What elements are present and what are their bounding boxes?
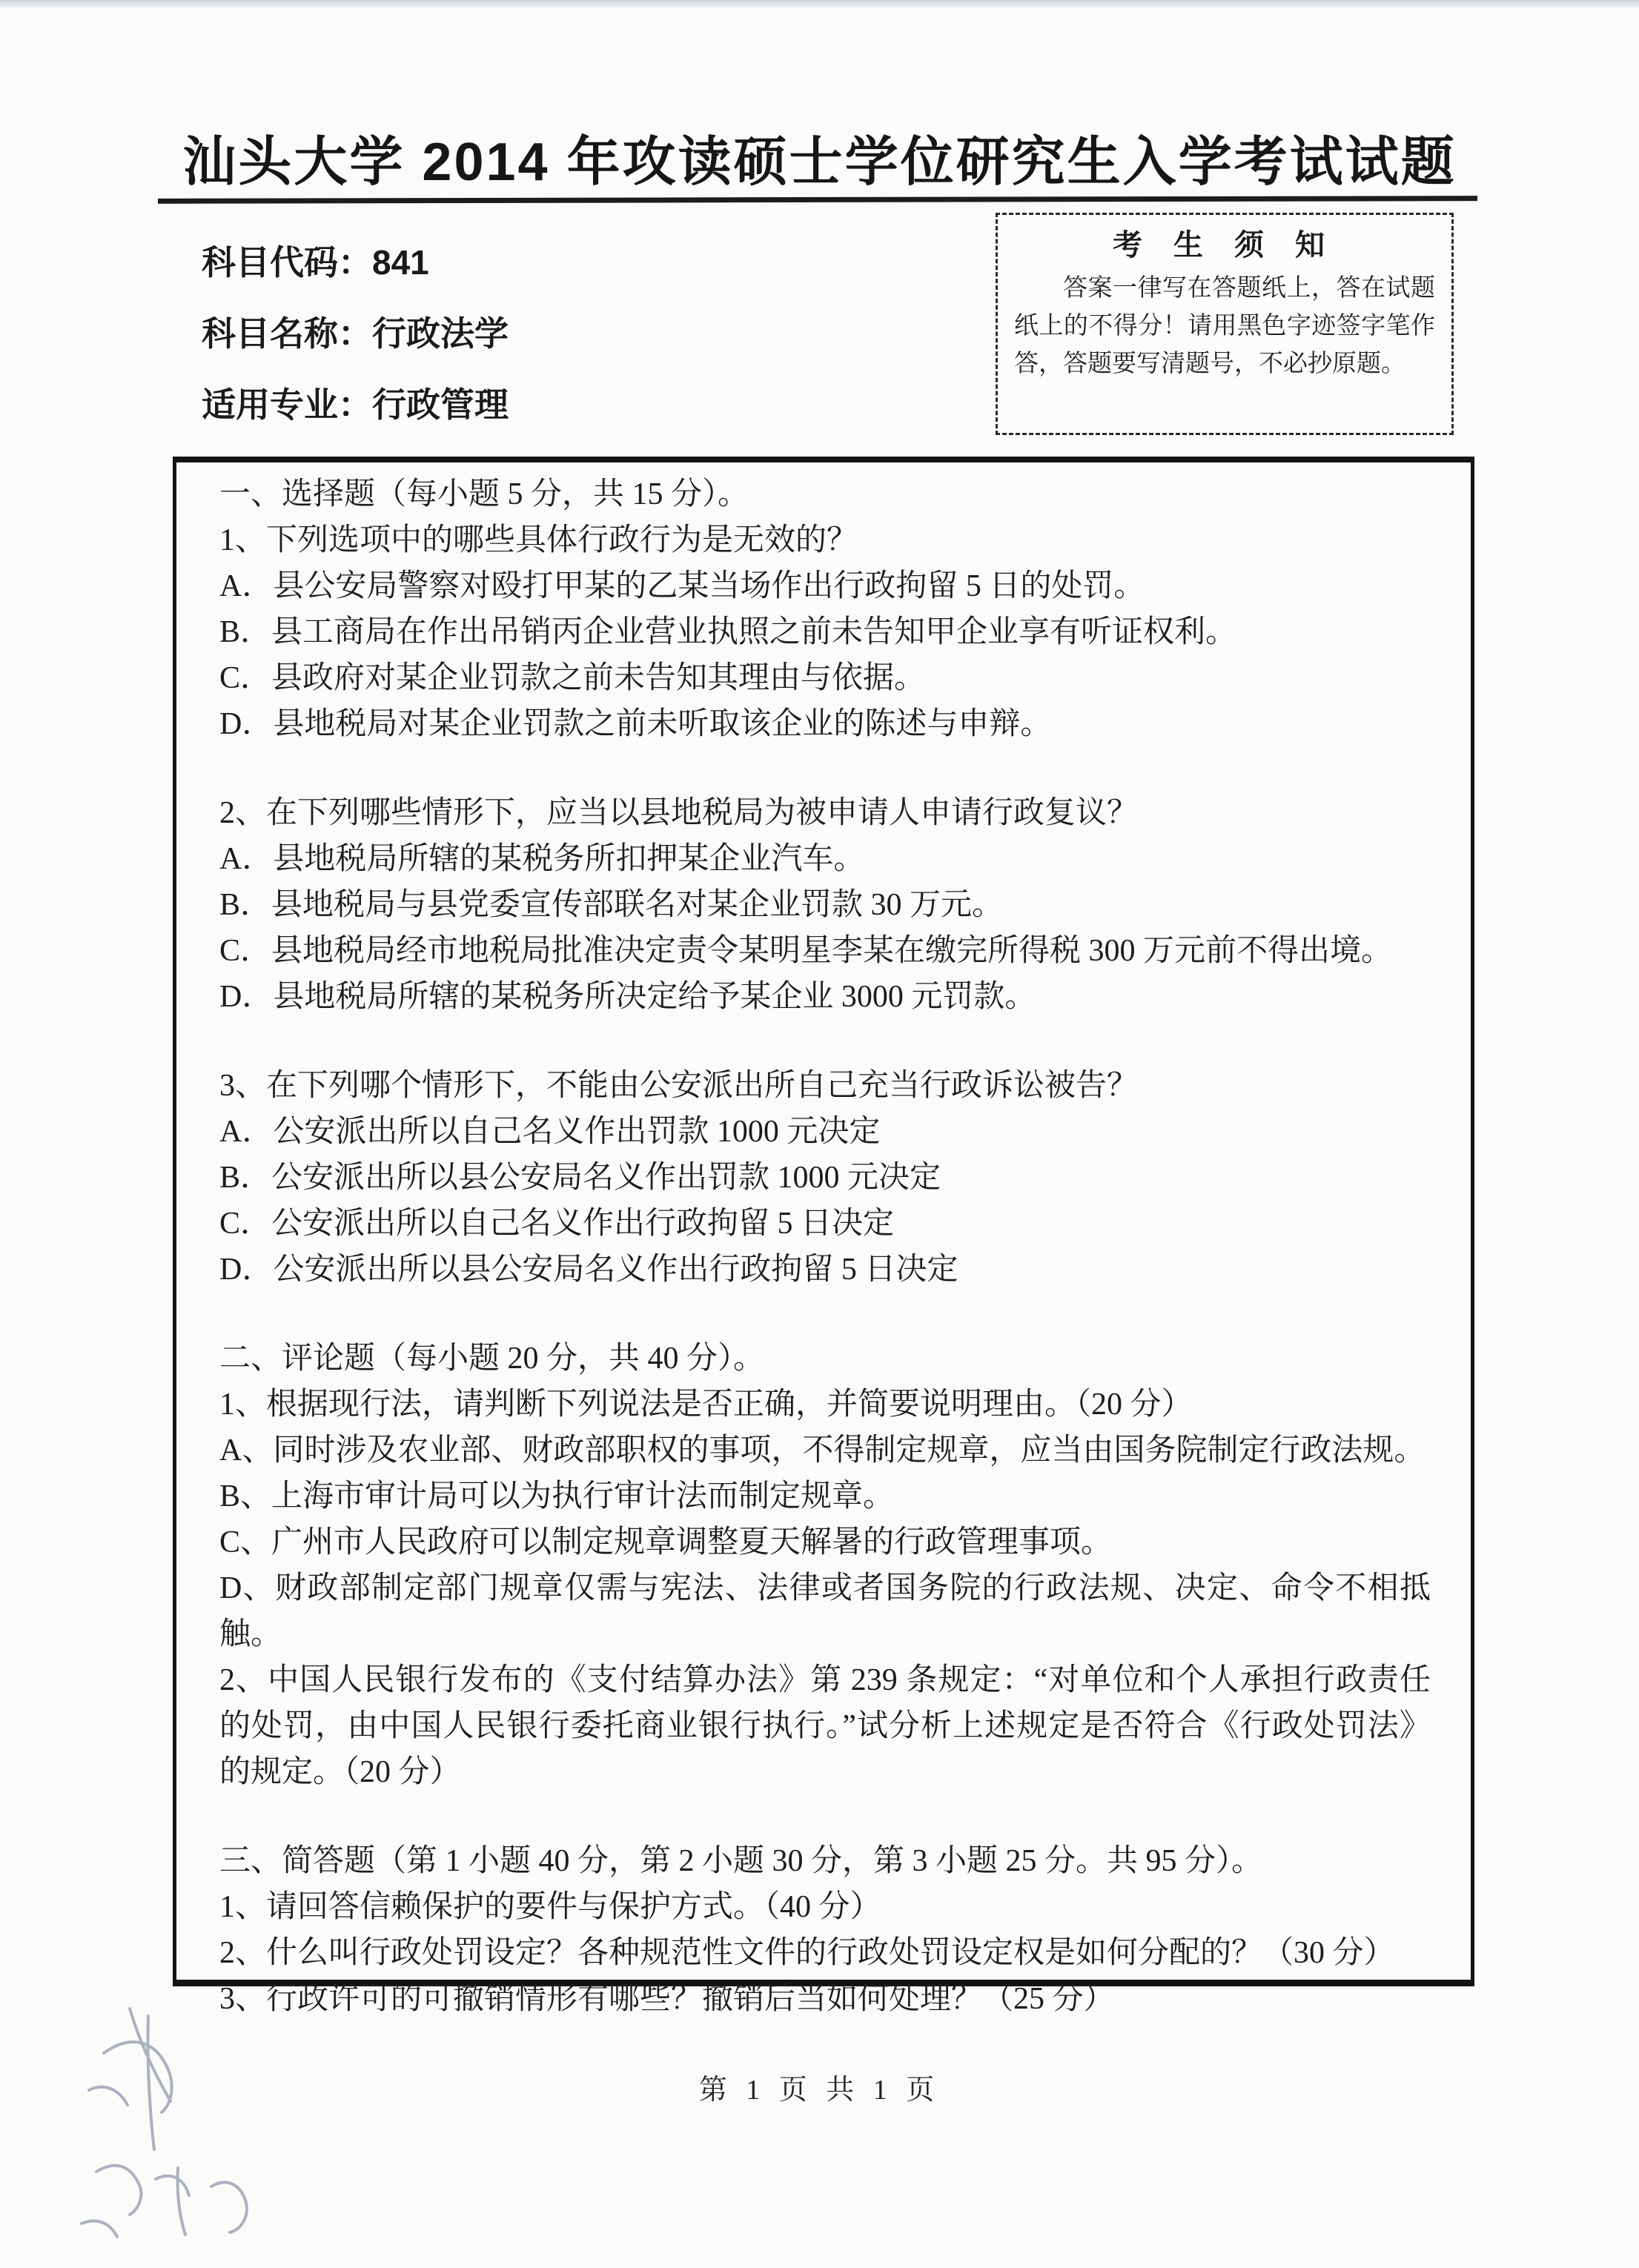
text-line: 1、请回答信赖保护的要件与保护方式。（40 分） [219, 1890, 881, 1924]
text-line: D．公安派出所以县公安局名义作出行政拘留 5 日决定 [219, 1253, 958, 1287]
question-block [219, 471, 1431, 747]
text-line: 3、在下列哪个情形下，不能由公安派出所自己充当行政诉讼被告？ [219, 1069, 1139, 1103]
text-line: B．公安派出所以县公安局名义作出罚款 1000 元决定 [219, 1161, 941, 1195]
scan-artifact-top-edge [0, 0, 1639, 9]
notice-body: 答案一律写在答题纸上，答在试题纸上的不得分！请用黑色字迹签字笔作答，答题要写清题号，不必抄原题。 [1014, 275, 1435, 377]
question-block [219, 790, 1431, 1020]
question-section-3 [219, 1838, 1431, 2022]
text-line: A、同时涉及农业部、财政部职权的事项，不得制定规章，应当由国务院制定行政法规。 [219, 1433, 1426, 1468]
text-line: B．县工商局在作出吊销丙企业营业执照之前未告知甲企业享有听证权利。 [219, 615, 1237, 649]
major-line [202, 369, 509, 440]
text-line: 2、在下列哪些情形下，应当以县地税局为被申请人申请行政复议？ [219, 796, 1139, 830]
text-line: 3、行政许可的可撤销情形有哪些？撤销后当如何处理？（25 分） [219, 1982, 1115, 2016]
notice-title: 考 生 须 知 [1113, 228, 1337, 262]
text-line: D．县地税局所辖的某税务所决定给予某企业 3000 元罚款。 [219, 980, 1036, 1014]
major-label: 适用专业： [202, 385, 372, 424]
page-footer: 第 1 页 共 1 页 [698, 2075, 941, 2106]
questions-box [173, 457, 1474, 2016]
subject-code-value: 841 [372, 243, 429, 282]
major-value: 行政管理 [372, 385, 509, 424]
text-line: 2、什么叫行政处罚设定？各种规范性文件的行政处罚设定权是如何分配的？（30 分） [219, 1936, 1395, 1970]
question-section-2 [219, 1336, 1431, 1795]
text-line: A．县公安局警察对殴打甲某的乙某当场作出行政拘留 5 日的处罚。 [219, 569, 1145, 603]
title-divider [158, 196, 1477, 204]
subject-code-label: 科目代码： [202, 243, 372, 282]
question-block [219, 1063, 1431, 1293]
question-block [219, 1838, 1431, 2022]
subject-info [202, 227, 509, 440]
text-line: B．县地税局与县党委宣传部联名对某企业罚款 30 万元。 [219, 888, 1004, 922]
subject-code-line [202, 227, 509, 298]
subject-name-label: 科目名称： [202, 314, 372, 353]
text-line: 1、下列选项中的哪些具体行政行为是无效的？ [219, 523, 858, 557]
text-line: D、财政部制定部门规章仅需与宪法、法律或者国务院的行政法规、决定、命令不相抵触。 [219, 1571, 1431, 1651]
text-line: 2、中国人民银行发布的《支付结算办法》第 239 条规定：“对单位和个人承担行政责任的处罚，由中国人民银行委托商业银行执行。”试分析上述规定是否符合《行政处罚法》的规定。（20 分） [219, 1663, 1431, 1789]
text-line: A．公安派出所以自己名义作出罚款 1000 元决定 [219, 1115, 881, 1149]
text-line: C、广州市人民政府可以制定规章调整夏天解暑的行政管理事项。 [219, 1525, 1113, 1559]
text-line: C．公安派出所以自己名义作出行政拘留 5 日决定 [219, 1207, 895, 1241]
text-line: C．县政府对某企业罚款之前未告知其理由与依据。 [219, 661, 926, 695]
subject-name-value: 行政法学 [372, 314, 509, 353]
subject-name-line [202, 298, 509, 369]
text-line: C．县地税局经市地税局批准决定责令某明星李某在缴完所得税 300 万元前不得出境。 [219, 934, 1393, 968]
handwritten-annotation [59, 2001, 378, 2268]
text-line: B、上海市审计局可以为执行审计法而制定规章。 [219, 1479, 895, 1513]
text-line: A．县地税局所辖的某税务所扣押某企业汽车。 [219, 842, 865, 876]
page-title: 汕头大学 2014 年攻读硕士学位研究生入学考试试题 [182, 133, 1457, 192]
question-block [219, 1336, 1431, 1795]
section-heading: 二、评论题（每小题 20 分，共 40 分）。 [219, 1342, 765, 1376]
section-heading: 三、简答题（第 1 小题 40 分，第 2 小题 30 分，第 3 小题 25 分。共 95 分）。 [219, 1844, 1263, 1878]
section-heading: 一、选择题（每小题 5 分，共 15 分）。 [219, 477, 749, 511]
text-line: 1、根据现行法，请判断下列说法是否正确，并简要说明理由。（20 分） [219, 1387, 1193, 1422]
candidate-notice-box [996, 213, 1454, 435]
question-section-1 [219, 471, 1431, 1293]
text-line: D．县地税局对某企业罚款之前未听取该企业的陈述与申辩。 [219, 707, 1052, 741]
